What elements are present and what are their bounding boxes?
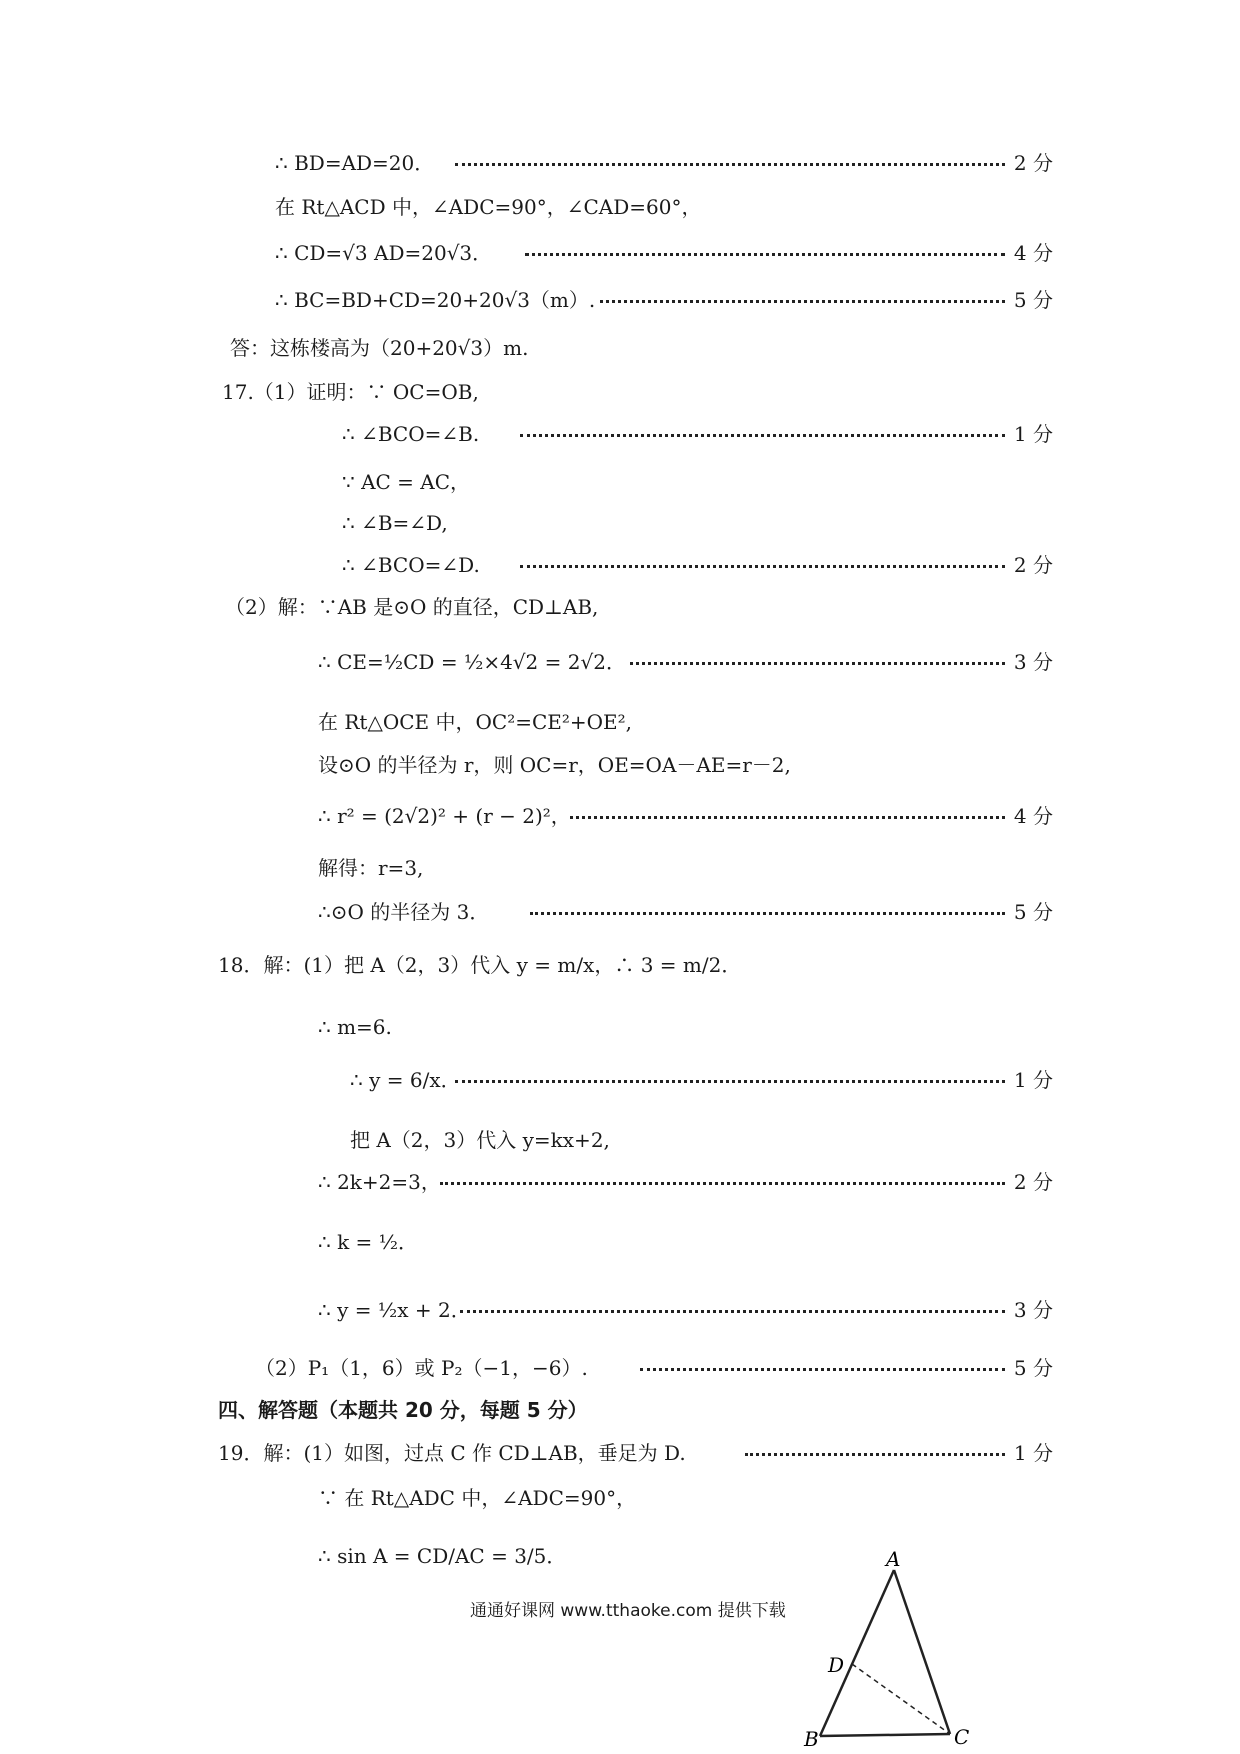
side-bc bbox=[820, 1734, 950, 1736]
q19-title: 19．解：(1）如图，过点 C 作 CD⊥AB，垂足为 D. bbox=[218, 1441, 686, 1465]
line-21: 把 A（2，3）代入 y=kx+2, bbox=[350, 1128, 610, 1152]
footer-text: 通通好课网 www.tthaoke.com 提供下载 bbox=[470, 1601, 786, 1621]
score-4: 5 分 bbox=[1013, 288, 1053, 312]
dot-leader bbox=[640, 1362, 1005, 1371]
line-1: ∴ BD=AD=20． bbox=[275, 151, 435, 175]
line-11: （2）解：∵AB 是⊙O 的直径，CD⊥AB, bbox=[225, 595, 599, 619]
section-heading: 四、解答题（本题共 20 分，每题 5 分） bbox=[218, 1398, 588, 1422]
line-13: 在 Rt△OCE 中，OC²=CE²+OE², bbox=[318, 710, 633, 734]
dot-leader bbox=[455, 1074, 1005, 1083]
score-3: 4 分 bbox=[1013, 241, 1053, 265]
answer-line: 答：这栋楼高为（20+20√3）m. bbox=[230, 336, 529, 360]
dot-leader bbox=[460, 1304, 1005, 1313]
q18-title: 18．解：(1）把 A（2，3）代入 y = m/x，∴ 3 = m/2． bbox=[218, 953, 742, 977]
score-1: 2 分 bbox=[1013, 151, 1053, 175]
dot-leader bbox=[570, 810, 1005, 819]
line-28: ∵ 在 Rt△ADC 中，∠ADC=90°， bbox=[318, 1486, 637, 1510]
dot-leader bbox=[745, 1447, 1005, 1456]
dot-leader bbox=[520, 428, 1005, 437]
line-22: ∴ 2k+2=3， bbox=[318, 1170, 441, 1194]
line-7: ∴ ∠BCO=∠B. bbox=[342, 422, 480, 446]
score-27: 1 分 bbox=[1013, 1441, 1053, 1465]
line-12: ∴ CE=½CD = ½×4√2 = 2√2． bbox=[318, 650, 626, 674]
line-17: ∴⊙O 的半径为 3． bbox=[318, 900, 490, 924]
dot-leader bbox=[600, 294, 1005, 303]
label-b: B bbox=[804, 1727, 819, 1748]
q17-title: 17.（1）证明：∵ OC=OB, bbox=[222, 380, 479, 404]
score-20: 1 分 bbox=[1013, 1068, 1053, 1092]
score-24: 3 分 bbox=[1013, 1298, 1053, 1322]
score-10: 2 分 bbox=[1013, 553, 1053, 577]
score-12: 3 分 bbox=[1013, 650, 1053, 674]
label-d: D bbox=[828, 1653, 845, 1677]
triangle-figure bbox=[800, 1548, 980, 1748]
score-25: 5 分 bbox=[1013, 1356, 1053, 1380]
line-20: ∴ y = 6/x． bbox=[350, 1068, 461, 1092]
line-25: （2）P₁（1，6）或 P₂（−1，−6）. bbox=[255, 1356, 588, 1380]
side-ac bbox=[894, 1570, 950, 1734]
dot-leader bbox=[455, 157, 1005, 166]
line-4: ∴ BC=BD+CD=20+20√3（m）. bbox=[275, 288, 596, 312]
line-2: 在 Rt△ACD 中，∠ADC=90°，∠CAD=60°， bbox=[275, 195, 702, 219]
dot-leader bbox=[530, 906, 1005, 915]
line-8: ∵ AC = AC， bbox=[342, 470, 471, 494]
line-3: ∴ CD=√3 AD=20√3． bbox=[275, 241, 493, 265]
line-29: ∴ sin A = CD/AC = 3/5． bbox=[318, 1544, 567, 1568]
segment-cd bbox=[852, 1664, 950, 1734]
line-23: ∴ k = ½． bbox=[318, 1230, 419, 1254]
dot-leader bbox=[520, 559, 1005, 568]
score-15: 4 分 bbox=[1013, 804, 1053, 828]
score-7: 1 分 bbox=[1013, 422, 1053, 446]
line-24: ∴ y = ½x + 2． bbox=[318, 1298, 471, 1322]
line-19: ∴ m=6. bbox=[318, 1015, 392, 1039]
label-a: A bbox=[886, 1548, 901, 1571]
line-10: ∴ ∠BCO=∠D. bbox=[342, 553, 480, 577]
score-22: 2 分 bbox=[1013, 1170, 1053, 1194]
dot-leader bbox=[630, 656, 1005, 665]
line-9: ∴ ∠B=∠D, bbox=[342, 511, 448, 535]
dot-leader bbox=[440, 1176, 1005, 1185]
dot-leader bbox=[525, 247, 1005, 256]
line-16: 解得：r=3, bbox=[318, 856, 424, 880]
label-c: C bbox=[954, 1725, 970, 1748]
line-15: ∴ r² = (2√2)² + (r − 2)²， bbox=[318, 804, 571, 828]
line-14: 设⊙O 的半径为 r，则 OC=r，OE=OA－AE=r－2, bbox=[318, 753, 791, 777]
score-17: 5 分 bbox=[1013, 900, 1053, 924]
